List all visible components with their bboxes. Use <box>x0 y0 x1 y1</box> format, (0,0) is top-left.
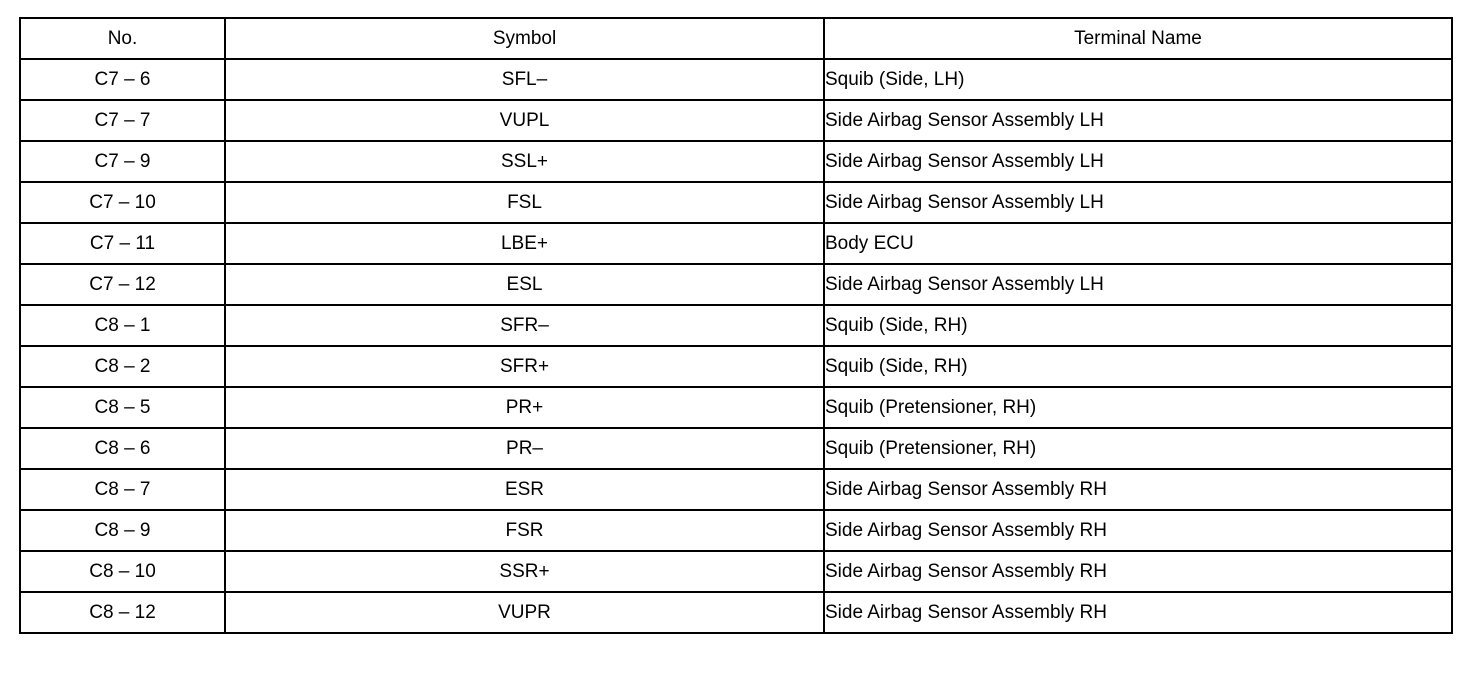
cell-symbol: SFR– <box>225 305 824 346</box>
cell-no: C8 – 7 <box>20 469 225 510</box>
cell-terminal-name: Side Airbag Sensor Assembly RH <box>824 551 1452 592</box>
table-row <box>20 59 1452 100</box>
cell-no: C8 – 12 <box>20 592 225 633</box>
cell-terminal-name: Squib (Pretensioner, RH) <box>824 428 1452 469</box>
cell-symbol: LBE+ <box>225 223 824 264</box>
cell-symbol: ESR <box>225 469 824 510</box>
cell-terminal-name: Side Airbag Sensor Assembly RH <box>824 592 1452 633</box>
cell-symbol: FSL <box>225 182 824 223</box>
cell-no: C8 – 1 <box>20 305 225 346</box>
table-row <box>20 141 1452 182</box>
table-header <box>20 18 1452 59</box>
cell-symbol: SSL+ <box>225 141 824 182</box>
cell-no: C8 – 5 <box>20 387 225 428</box>
table-row <box>20 182 1452 223</box>
cell-terminal-name: Squib (Side, RH) <box>824 346 1452 387</box>
cell-no: C7 – 9 <box>20 141 225 182</box>
cell-terminal-name: Squib (Side, RH) <box>824 305 1452 346</box>
cell-terminal-name: Side Airbag Sensor Assembly LH <box>824 141 1452 182</box>
cell-symbol: SFR+ <box>225 346 824 387</box>
cell-no: C8 – 6 <box>20 428 225 469</box>
cell-symbol: VUPL <box>225 100 824 141</box>
cell-no: C7 – 11 <box>20 223 225 264</box>
terminal-table <box>19 17 1453 634</box>
cell-symbol: SFL– <box>225 59 824 100</box>
cell-symbol: FSR <box>225 510 824 551</box>
cell-symbol: VUPR <box>225 592 824 633</box>
table-row <box>20 305 1452 346</box>
cell-terminal-name: Side Airbag Sensor Assembly LH <box>824 182 1452 223</box>
cell-terminal-name: Side Airbag Sensor Assembly RH <box>824 510 1452 551</box>
table-row <box>20 428 1452 469</box>
cell-terminal-name: Squib (Pretensioner, RH) <box>824 387 1452 428</box>
table-row <box>20 469 1452 510</box>
cell-no: C8 – 2 <box>20 346 225 387</box>
cell-terminal-name: Squib (Side, LH) <box>824 59 1452 100</box>
cell-symbol: ESL <box>225 264 824 305</box>
cell-no: C7 – 10 <box>20 182 225 223</box>
header-no: No. <box>20 18 225 59</box>
cell-no: C7 – 6 <box>20 59 225 100</box>
header-row <box>20 18 1452 59</box>
table-row <box>20 592 1452 633</box>
cell-symbol: PR– <box>225 428 824 469</box>
table-row <box>20 551 1452 592</box>
cell-symbol: PR+ <box>225 387 824 428</box>
table-row <box>20 223 1452 264</box>
cell-terminal-name: Body ECU <box>824 223 1452 264</box>
table-row <box>20 264 1452 305</box>
cell-no: C8 – 10 <box>20 551 225 592</box>
cell-no: C7 – 12 <box>20 264 225 305</box>
cell-terminal-name: Side Airbag Sensor Assembly RH <box>824 469 1452 510</box>
cell-terminal-name: Side Airbag Sensor Assembly LH <box>824 264 1452 305</box>
table-row <box>20 346 1452 387</box>
table-body <box>20 59 1452 633</box>
cell-symbol: SSR+ <box>225 551 824 592</box>
header-symbol: Symbol <box>225 18 824 59</box>
table-row <box>20 100 1452 141</box>
cell-no: C7 – 7 <box>20 100 225 141</box>
table-row <box>20 387 1452 428</box>
table-row <box>20 510 1452 551</box>
cell-no: C8 – 9 <box>20 510 225 551</box>
cell-terminal-name: Side Airbag Sensor Assembly LH <box>824 100 1452 141</box>
header-terminal-name: Terminal Name <box>824 18 1452 59</box>
